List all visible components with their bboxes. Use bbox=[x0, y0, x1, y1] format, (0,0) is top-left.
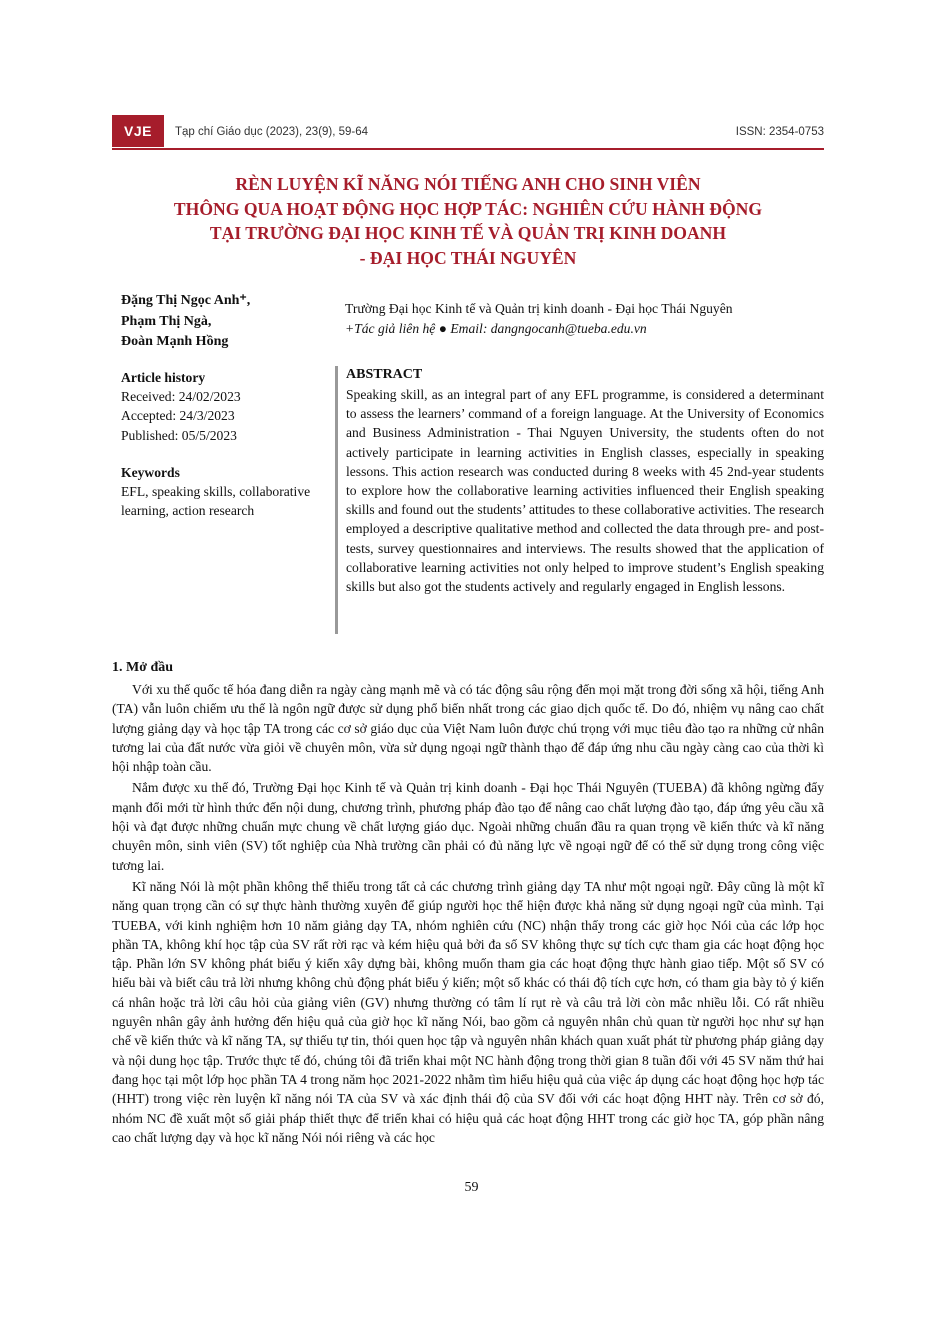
accepted-date: Accepted: 24/3/2023 bbox=[121, 408, 235, 424]
body-paragraph: Nắm được xu thế đó, Trường Đại học Kinh tế và Quản trị kinh doanh - Đại học Thái Nguyên (TUEBA) đã không ngừng đẩy mạnh đổi mới từ hình thức đến nội dung, chương trình, phương pháp đào tạo để nâng cao chất lượng đào tạo, đáp ứng yêu cầu xã hội và đạt được những chuẩn mực chung về chất lượng giáo dục. Ngoài những chuẩn đầu ra quan trọng về kiến thức và kĩ năng chuyên môn, sinh viên (SV) tốt nghiệp của Nhà trường cần phải có đủ năng lực về ngoại ngữ để có thể sử dụng trong công việc tương lai. bbox=[112, 780, 824, 873]
header-divider bbox=[112, 148, 824, 150]
title-line: TẠI TRƯỜNG ĐẠI HỌC KINH TẾ VÀ QUẢN TRỊ KINH DOANH bbox=[209, 223, 727, 243]
article-history bbox=[121, 368, 321, 445]
body-text bbox=[112, 680, 824, 1149]
abstract-block bbox=[335, 366, 827, 634]
corresponding-contact: +Tác giả liên hệ ● Email: dangngocanh@tueba.edu.vn bbox=[345, 321, 647, 336]
body-paragraph: Với xu thế quốc tế hóa đang diễn ra ngày càng mạnh mẽ và có tác động sâu rộng đến mọi mặt trong đời sống xã hội, tiếng Anh (TA) vẫn luôn chiếm ưu thế là ngôn ngữ được sử dụng phổ biến nhất trong các giao dịch quốc tế. Do đó, nhiệm vụ nâng cao chất lượng giảng dạy và học tập TA trong các cơ sở giáo dục của Việt Nam luôn được chú trọng với mục tiêu đào tạo ra những cử nhân tương lai của đất nước vừa giỏi về chuyên môn, vừa sử dụng ngoại ngữ thành thạo để đáp ứng nhu cầu ngày càng cao của thời kì hội nhập toàn cầu. bbox=[112, 682, 824, 775]
article-history-heading: Article history bbox=[121, 370, 206, 385]
published-date: Published: 05/5/2023 bbox=[121, 427, 237, 443]
article-title bbox=[112, 172, 824, 270]
section-heading: 1. Mở đầu bbox=[112, 660, 174, 675]
abstract-text: Speaking skill, as an integral part of any EFL programme, is considered a determinant to assess the learners’ command of a foreign language. At the University of Economics and Business Administration - Thai Nguyen University, the students often do not actively participate in learning activities in English classes, especially in speaking lessons. This action research was conducted during 8 weeks with 45 2nd-year students to explore how the collaborative learning activities influenced their English speaking skills and found out the students’ attitudes to these collaborative activities. The research employed a descriptive qualitative method and collected the data through pre- and post-tests, survey questionnaires and interviews. The results showed that the application of collaborative learning activities not only helped to improve student’s English speaking skills but also got the students actively and regularly engaged in English lessons. bbox=[346, 387, 824, 595]
title-line: RÈN LUYỆN KĨ NĂNG NÓI TIẾNG ANH CHO SINH VIÊN bbox=[235, 174, 701, 194]
institution-name: Trường Đại học Kinh tế và Quản trị kinh doanh - Đại học Thái Nguyên bbox=[345, 301, 733, 316]
author-list bbox=[121, 291, 250, 353]
abstract-heading: ABSTRACT bbox=[346, 367, 423, 382]
author-name: Đặng Thị Ngọc Anh⁺, bbox=[121, 293, 251, 308]
issn-label: ISSN: 2354-0753 bbox=[735, 126, 824, 138]
journal-header bbox=[112, 113, 824, 147]
vje-logo-badge: VJE bbox=[112, 115, 164, 147]
keywords-heading: Keywords bbox=[121, 465, 180, 480]
author-name: Đoàn Mạnh Hồng bbox=[121, 334, 229, 349]
affiliation-block bbox=[345, 299, 733, 339]
title-line: THÔNG QUA HOẠT ĐỘNG HỌC HỢP TÁC: NGHIÊN CỨU HÀNH ĐỘNG bbox=[173, 198, 763, 219]
received-date: Received: 24/02/2023 bbox=[121, 389, 241, 405]
journal-citation: Tạp chí Giáo dục (2023), 23(9), 59-64 bbox=[175, 126, 369, 138]
author-name: Phạm Thị Ngà, bbox=[121, 313, 212, 329]
title-line: - ĐẠI HỌC THÁI NGUYÊN bbox=[359, 247, 577, 268]
page-number: 59 bbox=[464, 1180, 479, 1195]
body-paragraph: Kĩ năng Nói là một phần không thể thiếu trong tất cả các chương trình giảng dạy TA như một ngoại ngữ. Đây cũng là một kĩ năng quan trọng cần có sự thực hành thường xuyên để giúp người học thể hiện được khả năng sử dụng ngoại ngữ của mình. Tại TUEBA, với kinh nghiệm hơn 10 năm giảng dạy TA, nhóm nghiên cứu (NC) nhận thấy trong các giờ học Nói của các lớp học phần TA, không khí học tập của SV rất rời rạc và kém hiệu quả bởi đa số SV không thực sự tích cực tham gia các hoạt động học tập. Phần lớn SV không phát biểu ý kiến xây dựng bài, không muốn tham gia các hoạt động thực hành giao tiếp. Một số SV có hiểu bài và biết câu trả lời nhưng không chủ động phát biểu ý kiến; một số khác có thái độ tích cực hơn, có tham gia bày tỏ ý kiến cá nhân hoặc trả lời câu hỏi của giảng viên (GV) nhưng thường có tâm lí rụt rè và câu trả lời còn mắc nhiều lỗi. Có rất nhiều nguyên nhân gây ảnh hưởng đến hiệu quả của giờ học kĩ năng Nói, bao gồm cả nguyên nhân chủ quan từ người học như sự hạn chế về kiến thức và kĩ năng TA, sự thiếu tự tin, thói quen học tập và nguyên nhân khách quan xuất phát từ phương pháp giảng dạy và nội dung học tập. Trước thực tế đó, chúng tôi đã triển khai một NC hành động trong thời gian 8 tuần đối với 45 SV năm thứ hai đang học tại một lớp học phần TA 4 trong năm học 2021-2022 nhằm tìm hiểu hiệu quả của việc áp dụng các hoạt động học hợp tác (HHT) trong việc rèn luyện kĩ năng nói TA của SV và xác định thái độ của SV đối với các hoạt động HHT này. Trên cơ sở đó, nhóm NC đề xuất một số giải pháp thiết thực để triển khai có hiệu quả các hoạt động HHT trong các giờ học TA, góp phần nâng cao chất lượng dạy và học kĩ năng Nói nói riêng và các học bbox=[112, 878, 824, 1145]
keywords-block bbox=[121, 463, 321, 521]
keywords-text: EFL, speaking skills, collaborative learning, action research bbox=[121, 484, 311, 519]
